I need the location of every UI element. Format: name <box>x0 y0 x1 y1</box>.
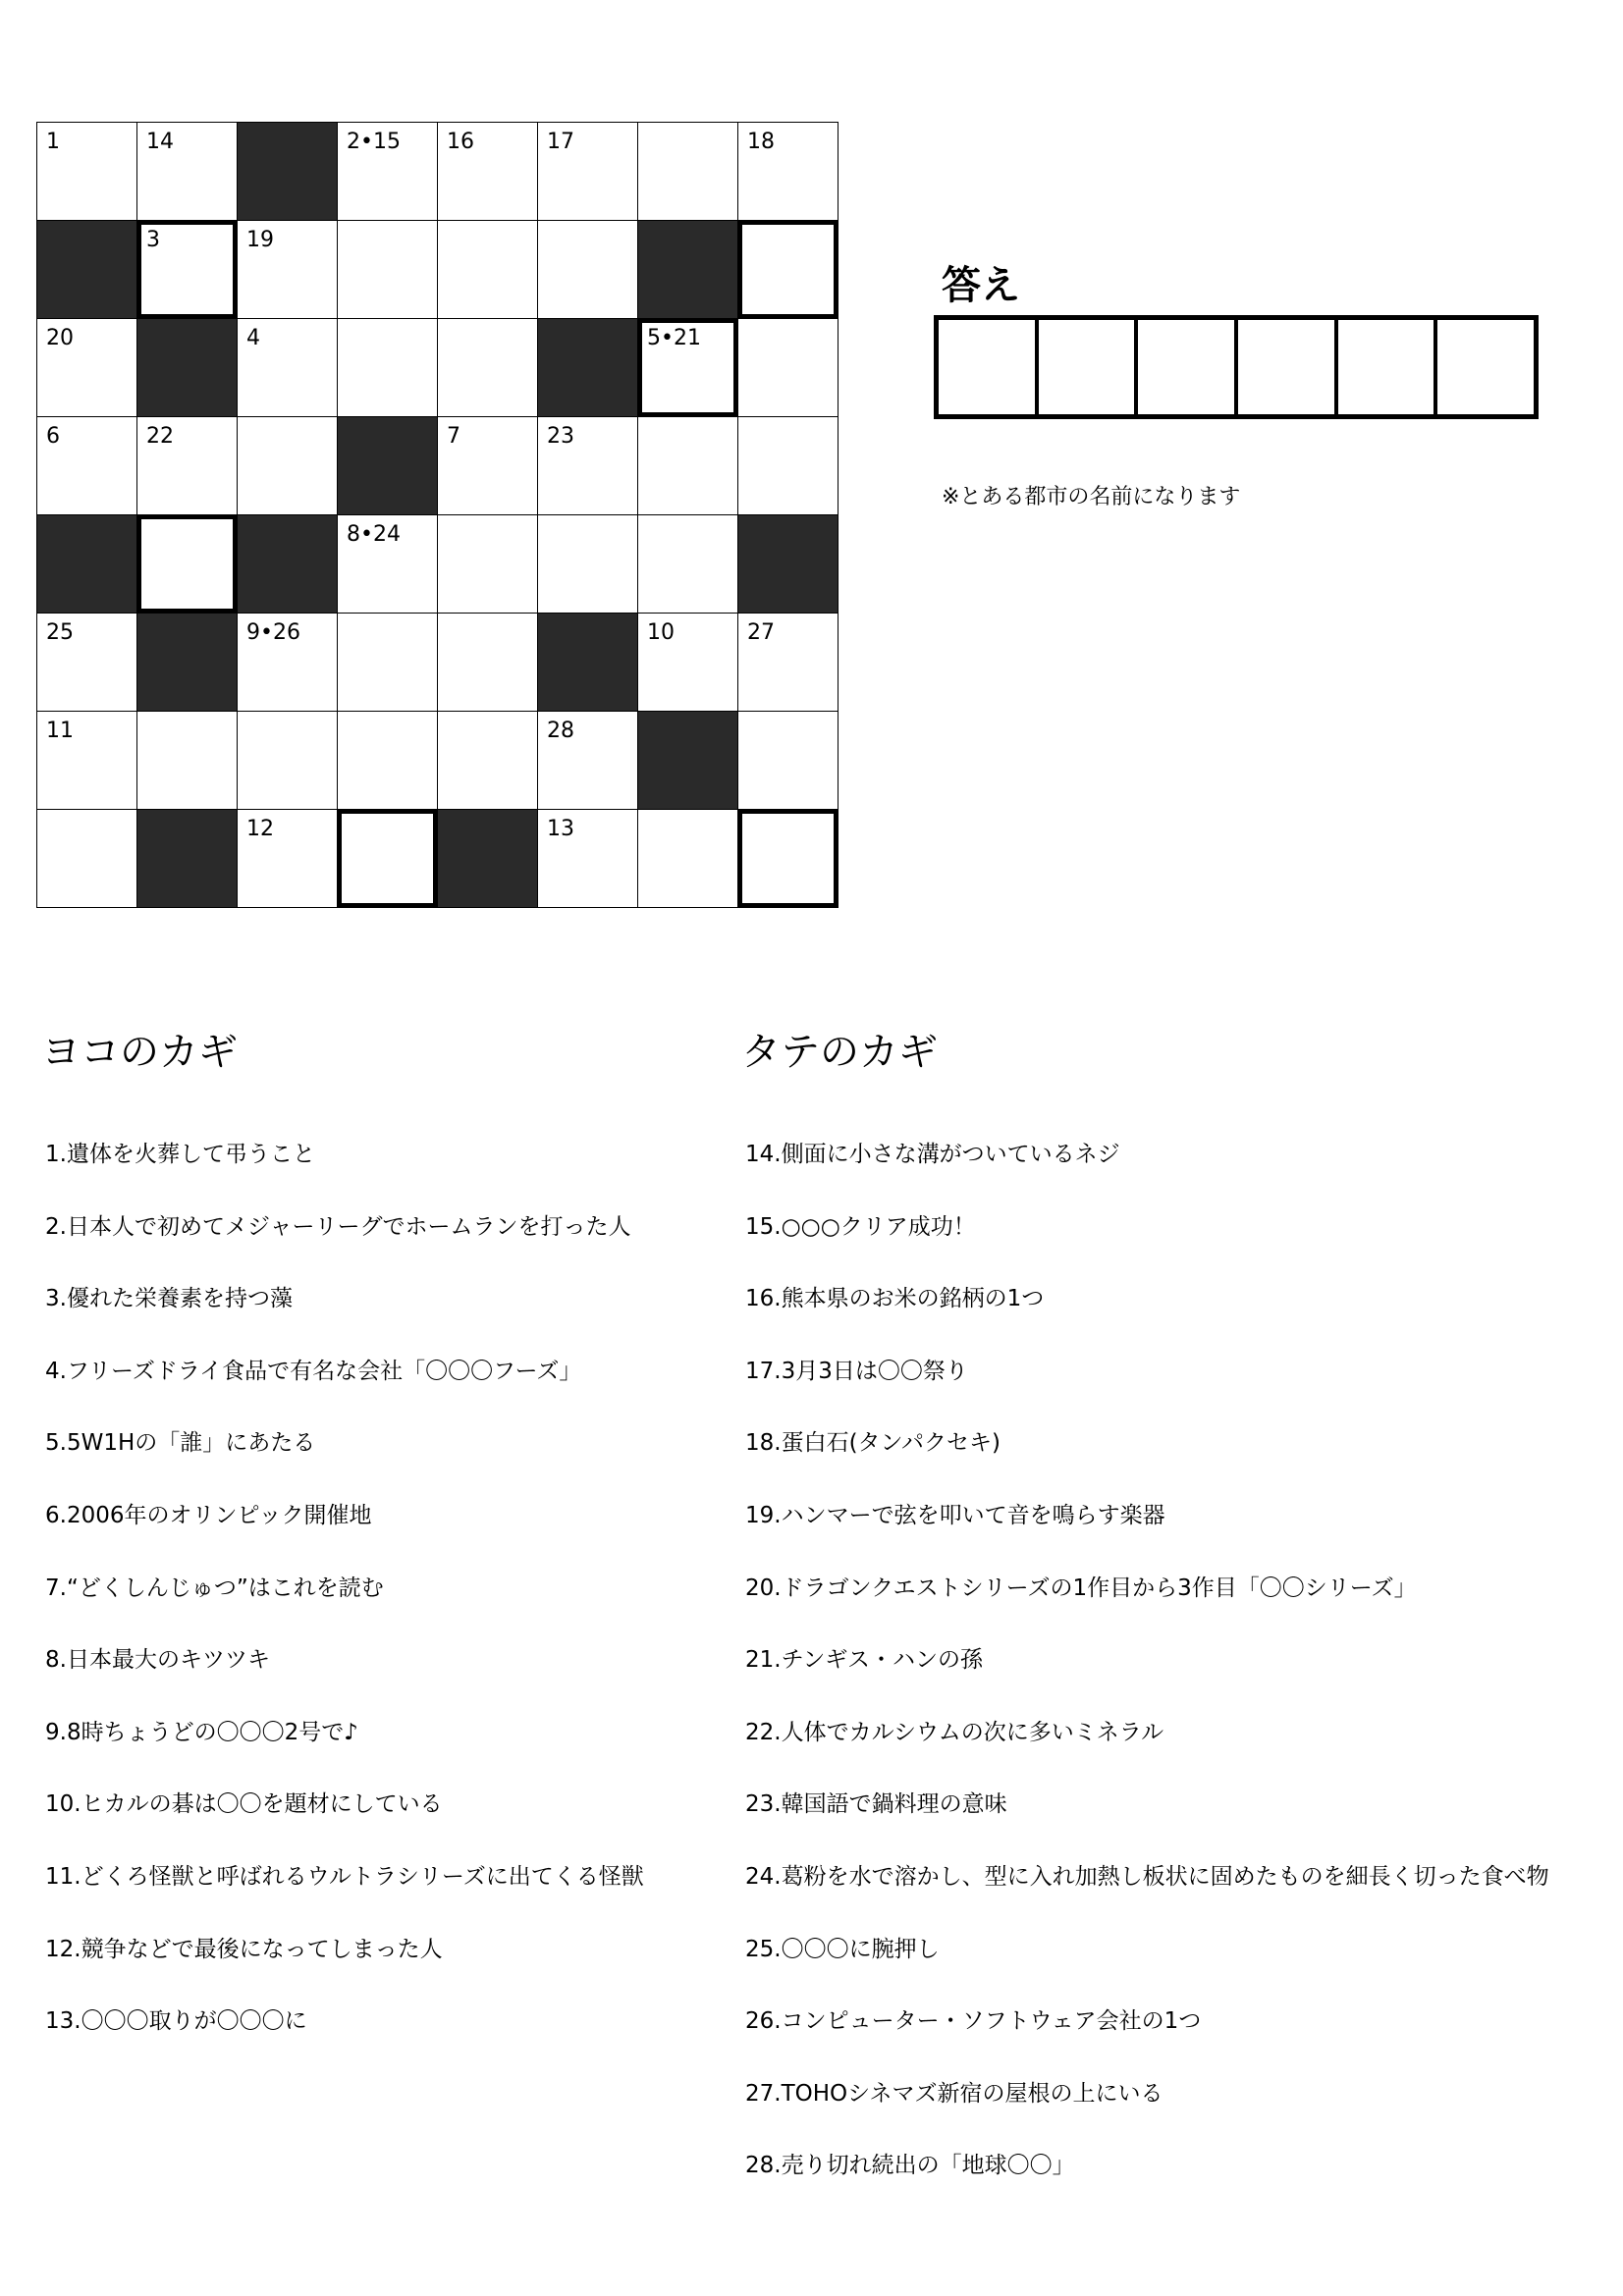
grid-cell[interactable] <box>637 122 738 221</box>
clue-item: 9.8時ちょうどの〇〇〇2号で♪ <box>45 1719 358 1745</box>
grid-cell[interactable] <box>337 514 438 614</box>
grid-cell[interactable] <box>537 220 638 319</box>
black-cell <box>136 809 238 908</box>
grid-cell[interactable] <box>637 809 738 908</box>
grid-cell[interactable] <box>136 122 238 221</box>
grid-cell[interactable] <box>36 416 137 515</box>
grid-cell[interactable] <box>36 613 137 712</box>
cell-number: 16 <box>447 130 474 154</box>
cell-number: 13 <box>547 817 574 841</box>
cell-number: 19 <box>246 228 274 252</box>
grid-cell[interactable] <box>337 122 438 221</box>
black-cell <box>337 416 438 515</box>
down-clues-section <box>741 1023 1615 2179</box>
clue-item: 6.2006年のオリンピック開催地 <box>45 1502 372 1528</box>
down-heading: タテのカギ <box>741 1030 938 1075</box>
cell-number: 11 <box>46 719 74 743</box>
grid-cell[interactable] <box>136 711 238 810</box>
clue-item: 2.日本人で初めてメジャーリーグでホームランを打った人 <box>45 1213 631 1240</box>
black-cell <box>537 613 638 712</box>
black-cell <box>36 220 137 319</box>
answer-box <box>934 315 1539 419</box>
grid-cell[interactable] <box>437 220 538 319</box>
cell-number: 18 <box>747 130 775 154</box>
grid-cell[interactable] <box>337 318 438 417</box>
cell-number: 28 <box>547 719 574 743</box>
cell-number: 7 <box>447 424 460 449</box>
clue-item: 5.5W1Hの「誰」にあたる <box>45 1430 316 1457</box>
clue-item: 8.日本最大のキツツキ <box>45 1647 270 1674</box>
grid-cell[interactable] <box>36 318 137 417</box>
cell-number: 1 <box>46 130 60 154</box>
clue-item: 4.フリーズドライ食品で有名な会社「〇〇〇フーズ」 <box>45 1358 582 1384</box>
grid-cell[interactable] <box>537 711 638 810</box>
clue-item: 1.遺体を火葬して弔うこと <box>45 1142 315 1167</box>
cell-number: 20 <box>46 326 74 350</box>
grid-cell[interactable] <box>237 416 338 515</box>
black-cell <box>36 514 137 614</box>
grid-cell[interactable] <box>737 122 839 221</box>
grid-cell[interactable] <box>437 514 538 614</box>
grid-cell[interactable] <box>237 220 338 319</box>
grid-cell[interactable] <box>337 613 438 712</box>
black-cell <box>537 318 638 417</box>
answer-note: ※とある都市の名前になります <box>942 485 1241 509</box>
cell-number: 27 <box>747 620 775 645</box>
cell-number: 5•21 <box>647 326 701 350</box>
crossword-grid <box>36 122 838 907</box>
grid-cell[interactable] <box>537 416 638 515</box>
grid-cell[interactable] <box>36 711 137 810</box>
clue-item: 22.人体でカルシウムの次に多いミネラル <box>745 1719 1164 1745</box>
answer-slot[interactable] <box>1338 320 1438 414</box>
clue-item: 14.側面に小さな溝がついているネジ <box>745 1142 1120 1167</box>
grid-cell[interactable] <box>136 416 238 515</box>
grid-cell[interactable] <box>136 514 238 614</box>
cell-number: 23 <box>547 424 574 449</box>
grid-cell[interactable] <box>737 613 839 712</box>
cell-number: 2•15 <box>347 130 401 154</box>
clue-item: 23.韓国語で鍋料理の意味 <box>745 1791 1007 1818</box>
grid-cell[interactable] <box>337 220 438 319</box>
grid-cell[interactable] <box>737 318 839 417</box>
grid-cell[interactable] <box>637 514 738 614</box>
black-cell <box>437 809 538 908</box>
black-cell <box>737 514 839 614</box>
grid-cell[interactable] <box>337 711 438 810</box>
black-cell <box>136 318 238 417</box>
across-clues-section <box>41 1023 729 2035</box>
black-cell <box>237 514 338 614</box>
across-clue-list <box>45 1139 644 2078</box>
clue-item: 27.TOHOシネマズ新宿の屋根の上にいる <box>745 2080 1163 2107</box>
cell-number: 4 <box>246 326 260 350</box>
grid-cell[interactable] <box>36 809 137 908</box>
clue-item: 10.ヒカルの碁は〇〇を題材にしている <box>45 1791 443 1818</box>
clue-item: 26.コンピューター・ソフトウェア会社の1つ <box>745 2008 1202 2035</box>
black-cell <box>237 122 338 221</box>
clue-item: 11.どくろ怪獣と呼ばれるウルトラシリーズに出てくる怪獣 <box>45 1863 644 1890</box>
cell-number: 17 <box>547 130 574 154</box>
grid-cell[interactable] <box>437 613 538 712</box>
grid-cell[interactable] <box>537 514 638 614</box>
clue-item: 18.蛋白石(タンパクセキ) <box>745 1430 1001 1457</box>
answer-title: 答え <box>942 263 1020 308</box>
clue-item: 25.〇〇〇に腕押し <box>745 1936 940 1962</box>
grid-cell[interactable] <box>337 809 438 908</box>
cell-number: 9•26 <box>246 620 300 645</box>
cell-number: 3 <box>146 228 160 252</box>
clue-item: 12.競争などで最後になってしまった人 <box>45 1936 443 1962</box>
grid-cell[interactable] <box>237 711 338 810</box>
grid-cell[interactable] <box>737 220 839 319</box>
answer-slot[interactable] <box>1238 320 1338 414</box>
clue-item: 28.売り切れ続出の「地球〇〇」 <box>745 2153 1075 2179</box>
clue-item: 17.3月3日は〇〇祭り <box>745 1358 968 1384</box>
clue-item: 13.〇〇〇取りが〇〇〇に <box>45 2008 307 2035</box>
clue-item: 19.ハンマーで弦を叩いて音を鳴らす楽器 <box>745 1502 1165 1528</box>
grid-cell[interactable] <box>737 809 839 908</box>
grid-cell[interactable] <box>537 122 638 221</box>
clue-item: 15.○○○クリア成功！ <box>745 1213 976 1240</box>
grid-cell[interactable] <box>437 416 538 515</box>
grid-cell[interactable] <box>437 711 538 810</box>
grid-cell[interactable] <box>537 809 638 908</box>
black-cell <box>136 613 238 712</box>
grid-cell[interactable] <box>36 122 137 221</box>
answer-slot[interactable] <box>1039 320 1139 414</box>
clue-item: 21.チンギス・ハンの孫 <box>745 1647 983 1674</box>
cell-number: 8•24 <box>347 522 401 547</box>
down-clue-list <box>745 1139 1549 2222</box>
grid-cell[interactable] <box>637 613 738 712</box>
grid-cell[interactable] <box>437 122 538 221</box>
grid-cell[interactable] <box>637 318 738 417</box>
grid-cell[interactable] <box>136 220 238 319</box>
grid-cell[interactable] <box>237 318 338 417</box>
cell-number: 22 <box>146 424 174 449</box>
cell-number: 6 <box>46 424 60 449</box>
clue-item: 20.ドラゴンクエストシリーズの1作目から3作目「〇〇シリーズ」 <box>745 1575 1417 1601</box>
grid-cell[interactable] <box>237 613 338 712</box>
clue-item: 16.熊本県のお米の銘柄の1つ <box>745 1286 1045 1312</box>
black-cell <box>637 220 738 319</box>
grid-cell[interactable] <box>737 416 839 515</box>
cell-number: 10 <box>647 620 675 645</box>
across-heading: ヨコのカギ <box>41 1030 238 1075</box>
clue-item: 3.優れた栄養素を持つ藻 <box>45 1286 293 1312</box>
cell-number: 25 <box>46 620 74 645</box>
cell-number: 14 <box>146 130 174 154</box>
answer-slot[interactable] <box>1138 320 1238 414</box>
answer-slot[interactable] <box>939 320 1039 414</box>
grid-cell[interactable] <box>737 711 839 810</box>
clue-item: 24.葛粉を水で溶かし、型に入れ加熱し板状に固めたものを細長く切った食べ物 <box>745 1863 1549 1890</box>
answer-slot[interactable] <box>1437 320 1534 414</box>
black-cell <box>637 711 738 810</box>
cell-number: 12 <box>246 817 274 841</box>
grid-cell[interactable] <box>437 318 538 417</box>
clue-item: 7.“どくしんじゅつ”はこれを読む <box>45 1575 384 1601</box>
grid-cell[interactable] <box>237 809 338 908</box>
grid-cell[interactable] <box>637 416 738 515</box>
